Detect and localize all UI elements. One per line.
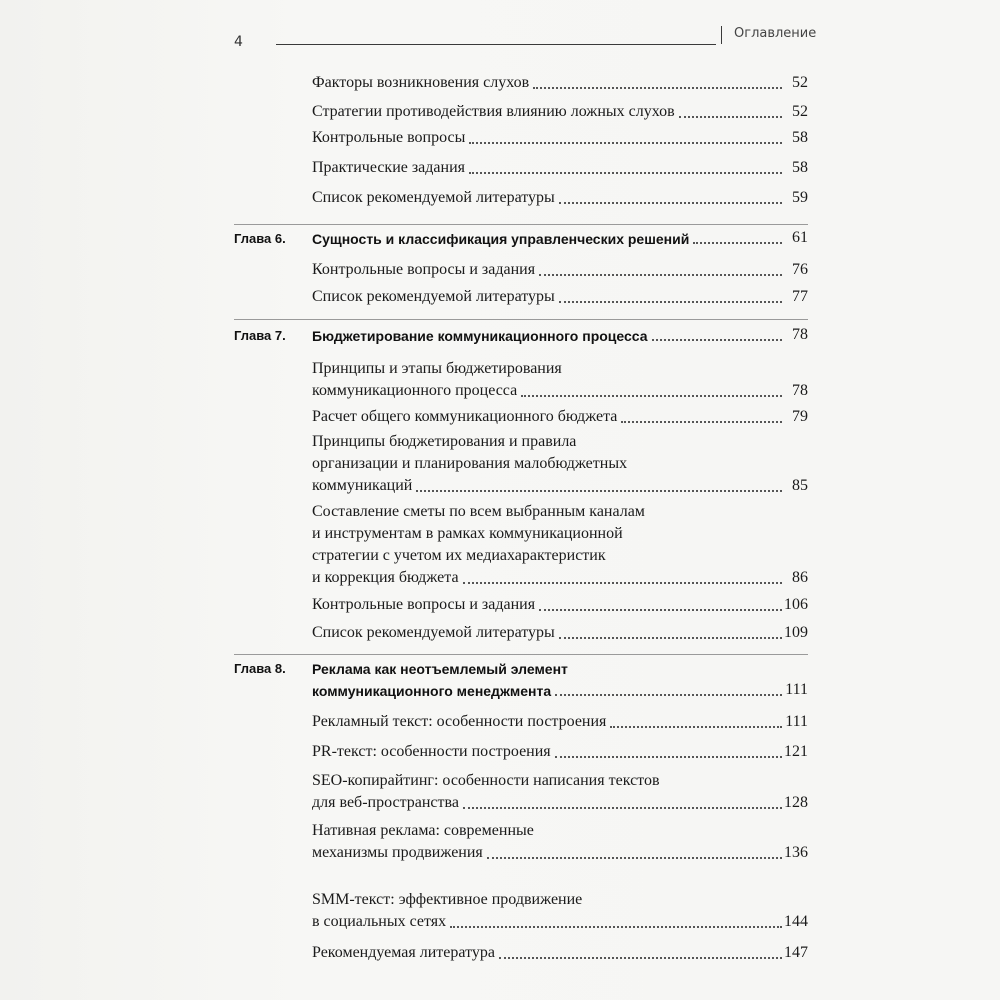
dot-leader	[416, 490, 782, 492]
toc-page-number: 121	[784, 743, 808, 760]
toc-page-number: 147	[784, 944, 808, 961]
chapter-label: Глава 7.	[234, 328, 286, 343]
dot-leader	[555, 756, 782, 758]
toc-page-number: 128	[784, 794, 808, 811]
dot-leader	[679, 116, 782, 118]
toc-entry-title-line: Принципы и этапы бюджетирования	[312, 360, 562, 377]
dot-leader	[621, 421, 782, 423]
toc-page-number: 59	[792, 189, 808, 206]
toc-entry-title-line: Бюджетирование коммуникационного процесса	[312, 328, 648, 344]
toc-entry-title-line: Рекламный текст: особенности построения	[312, 713, 607, 730]
toc-page-number: 58	[792, 129, 808, 146]
chapter-label: Глава 8.	[234, 661, 286, 676]
dot-leader	[610, 726, 782, 728]
toc-page-number: 136	[784, 844, 808, 861]
toc-entry-title-line: Стратегии противодействия влиянию ложных слухов	[312, 103, 675, 120]
dot-leader	[469, 172, 782, 174]
toc-entry-title-line: стратегии с учетом их медиахарактеристик	[312, 547, 606, 564]
toc-page-number: 144	[784, 913, 808, 930]
toc-page-number: 61	[792, 229, 808, 246]
dot-leader	[469, 142, 782, 144]
dot-leader	[539, 274, 782, 276]
toc-entry-title-line: Рекомендуемая литература	[312, 944, 495, 961]
toc-entry-title-line: Практические задания	[312, 159, 466, 176]
running-header-title: Оглавление	[734, 26, 817, 41]
toc-entry-title-line: Список рекомендуемой литературы	[312, 288, 555, 305]
dot-leader	[463, 582, 782, 584]
toc-entry-title-line: SMM-текст: эффективное продвижение	[312, 891, 583, 908]
toc-page-number: 86	[792, 569, 808, 586]
toc-page-number: 76	[792, 261, 808, 278]
toc-page-number: 78	[792, 382, 808, 399]
dot-leader	[450, 926, 782, 928]
toc-entry-title-line: Контрольные вопросы и задания	[312, 596, 536, 613]
toc-entry-title-line: Контрольные вопросы и задания	[312, 261, 536, 278]
chapter-divider	[234, 224, 808, 225]
toc-entry-title-line: коммуникационного менеджмента	[312, 683, 552, 699]
toc-entry-title-line: в социальных сетях	[312, 913, 447, 930]
toc-entry-title-line: Расчет общего коммуникационного бюджета	[312, 408, 618, 425]
dot-leader	[499, 957, 782, 959]
toc-entry-title-line: организации и планирования малобюджетных	[312, 455, 628, 472]
dot-leader	[693, 242, 782, 244]
chapter-label: Глава 6.	[234, 231, 286, 246]
toc-entry-title-line: коммуникационного процесса	[312, 382, 518, 399]
toc-entry-title-line: коммуникаций	[312, 477, 413, 494]
toc-entry-title-line: и коррекция бюджета	[312, 569, 459, 586]
toc-page-number: 52	[792, 74, 808, 91]
toc-entry-title-line: SEO-копирайтинг: особенности написания текстов	[312, 772, 660, 789]
dot-leader	[559, 202, 782, 204]
toc-entry-title-line: Сущность и классификация управленческих решений	[312, 231, 690, 247]
dot-leader	[559, 301, 782, 303]
chapter-divider	[234, 319, 808, 320]
toc-entry-title-line: PR-текст: особенности построения	[312, 743, 551, 760]
dot-leader	[487, 857, 782, 859]
header-separator	[721, 26, 722, 44]
dot-leader	[521, 395, 782, 397]
toc-entry-title-line: Принципы бюджетирования и правила	[312, 433, 577, 450]
dot-leader	[533, 87, 782, 89]
toc-page-number: 109	[784, 624, 808, 641]
toc-page-number: 78	[792, 326, 808, 343]
page-number: 4	[234, 34, 243, 50]
toc-entry-title-line: для веб-пространства	[312, 794, 459, 811]
toc-entry-title-line: Составление сметы по всем выбранным каналам	[312, 503, 645, 520]
toc-page-number: 79	[792, 408, 808, 425]
dot-leader	[463, 807, 782, 809]
toc-entry-title-line: механизмы продвижения	[312, 844, 483, 861]
toc-entry-title-line: Факторы возникновения слухов	[312, 74, 530, 91]
toc-page-number: 52	[792, 103, 808, 120]
toc-entry-title-line: Список рекомендуемой литературы	[312, 189, 555, 206]
header-rule	[276, 44, 716, 45]
toc-entry-title-line: и инструментам в рамках коммуникационной	[312, 525, 623, 542]
toc-entry-title-line: Контрольные вопросы	[312, 129, 466, 146]
dot-leader	[539, 609, 782, 611]
toc-page-number: 58	[792, 159, 808, 176]
toc-page-number: 106	[784, 596, 808, 613]
toc-entry-title-line: Список рекомендуемой литературы	[312, 624, 555, 641]
toc-entry-title-line: Реклама как неотъемлемый элемент	[312, 661, 568, 677]
dot-leader	[555, 694, 782, 696]
toc-page-number: 111	[785, 681, 808, 698]
dot-leader	[652, 339, 782, 341]
toc-page-number: 77	[792, 288, 808, 305]
dot-leader	[559, 637, 782, 639]
toc-page-number: 111	[785, 713, 808, 730]
toc-entry-title-line: Нативная реклама: современные	[312, 822, 534, 839]
toc-page-number: 85	[792, 477, 808, 494]
chapter-divider	[234, 654, 808, 655]
